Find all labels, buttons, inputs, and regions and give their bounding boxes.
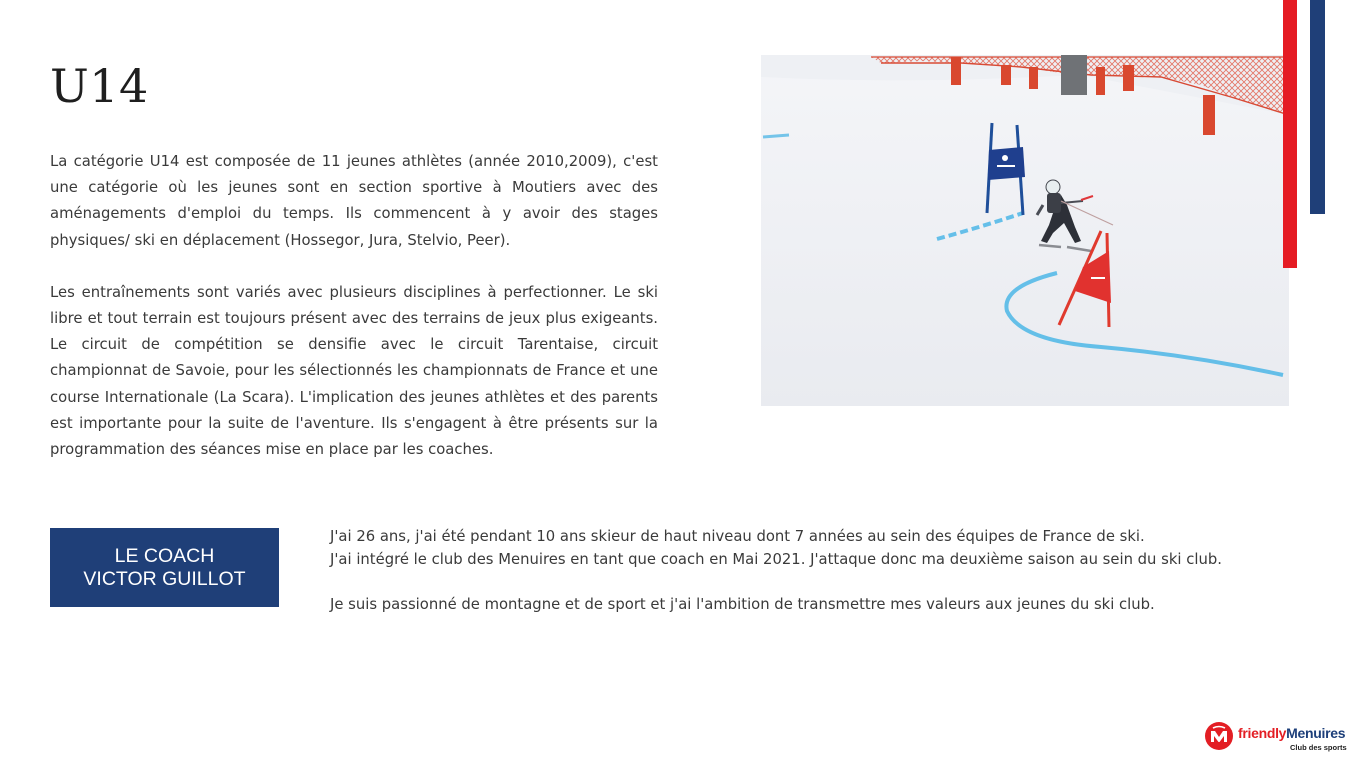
ski-racer-photo — [761, 55, 1289, 406]
friendly-menuires-logo-icon — [1204, 721, 1234, 751]
ski-racer-illustration — [761, 55, 1289, 406]
logo-name-part-2: Menuires — [1286, 725, 1346, 741]
logo-subtitle: Club des sports — [1290, 743, 1347, 752]
coach-bio-line-3: Je suis passionné de montagne et de sport et j'ai l'ambition de transmettre mes valeurs aux jeunes du ski club. — [330, 596, 1155, 613]
accent-stripe-blue — [1310, 0, 1325, 214]
coach-bio-line-2: J'ai intégré le club des Menuires en tant que coach en Mai 2021. J'attaque donc ma deuxième saison au sein du ski club. — [330, 551, 1222, 568]
accent-stripe-red — [1283, 0, 1297, 268]
coach-bio-line-1: J'ai 26 ans, j'ai été pendant 10 ans skieur de haut niveau dont 7 années au sein des équipes de France de ski. — [330, 528, 1145, 545]
coach-label-box — [50, 528, 279, 607]
friendly-menuires-logo[interactable] — [1204, 721, 1354, 753]
intro-paragraph-1: La catégorie U14 est composée de 11 jeunes athlètes (année 2010,2009), c'est une catégorie où les jeunes sont en section sportive à Moutiers avec des aménagements d'emploi du temps. Ils commencent à y avoir des stages physiques/ ski en déplacement (Hossegor, Jura, Stelvio, Peer). — [50, 153, 658, 249]
coach-label: LE COACH — [114, 544, 215, 567]
intro-paragraph-2: Les entraînements sont variés avec plusieurs disciplines à perfectionner. Le ski libre et tout terrain est toujours présent avec des terrains de jeux plus exigeants. Le circuit de compétition se densifie avec le circuit Tarentaise, circuit championnat de Savoie, pour les sélectionnés les championnats de France et une course Internationale (La Scara). L'implication des jeunes athlètes et des parents est importante pour la suite de l'aventure. Ils s'engagent à être présents sur la programmation des séances mise en place par les coaches. — [50, 283, 658, 459]
coach-name: VICTOR GUILLOT — [83, 567, 246, 590]
coach-bio — [330, 525, 1330, 616]
logo-name — [1238, 725, 1345, 741]
intro-text — [50, 149, 658, 463]
logo-name-part-1: friendly — [1238, 725, 1287, 741]
page-title: U14 — [50, 59, 149, 113]
